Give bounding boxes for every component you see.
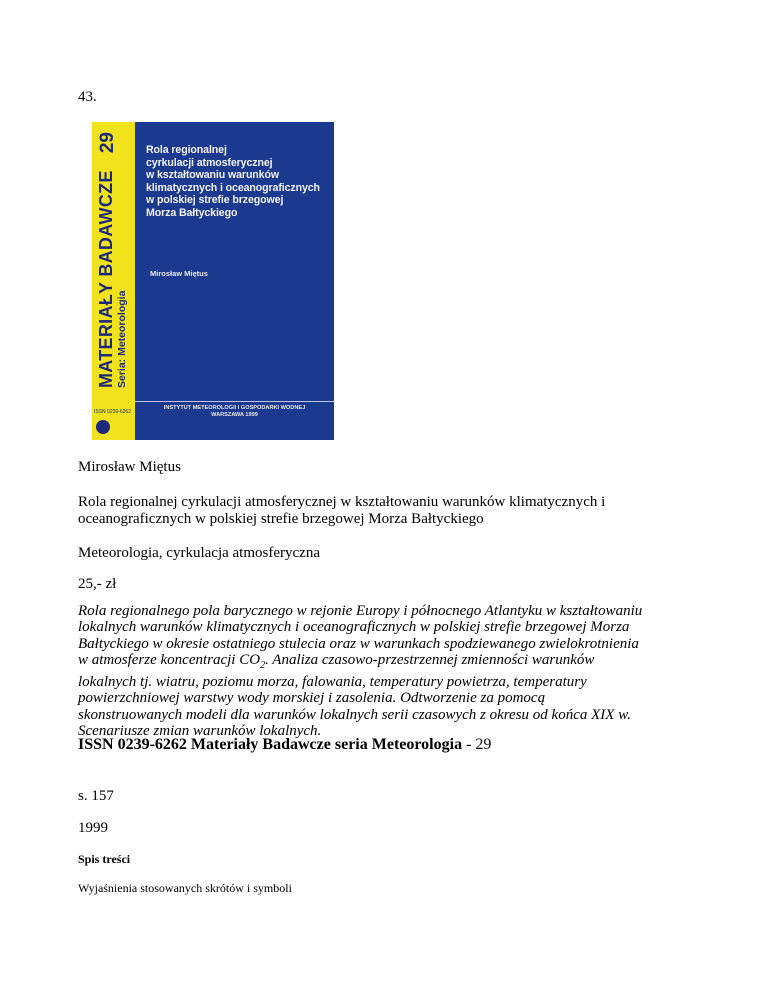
cover-title: Rola regionalnej cyrkulacji atmosferycznej w kształtowaniu warunków klimatycznych i oceanograficznych w polskiej strefie brzegowej Morza Bałtyckiego bbox=[146, 144, 320, 219]
series-number: 29 bbox=[475, 736, 492, 753]
cover-spine-number: 29 bbox=[97, 132, 118, 154]
series-info: ISSN 0239-6262 Materiały Badawcze seria Meteorologia - 29 bbox=[78, 736, 492, 753]
cover-spine bbox=[92, 122, 135, 440]
cover-divider bbox=[135, 401, 334, 402]
book-keywords: Meteorologia, cyrkulacja atmosferyczna bbox=[78, 545, 320, 561]
book-pages: s. 157 bbox=[78, 788, 114, 804]
book-price: 25,- zł bbox=[78, 576, 117, 592]
book-author: Mirosław Miętus bbox=[78, 459, 181, 475]
book-description: Rola regionalnego pola barycznego w rejonie Europy i północnego Atlantyku w kształtowaniu lokalnych warunków klimatycznych i oceanograficznych w polskiej strefie brzegowej Morza Bałtyckiego w okresie ostatniego stulecia oraz w warunkach spodziewanego zwielokrotnienia w atmosferze koncentracji $CO_2$. Analiza czasowo-przestrzennej zmienności warunków lokalnych tj. wiatru, poziomu morza, falowania, temperatury powietrza, temperatury powierzchniowej warstwy wody morskiej i zasolenia. Odtworzenie za pomocą skonstruowanych modeli dla warunków lokalnych serii czasowych z okresu od końca XIX w. Scenariusze zmian warunków lokalnych. bbox=[78, 603, 643, 740]
cover-issn: ISSN 0239-6262 bbox=[94, 409, 131, 415]
entry-number: 43. bbox=[78, 89, 97, 105]
cover-author: Mirosław Miętus bbox=[150, 269, 208, 278]
book-title: Rola regionalnej cyrkulacji atmosferycznej w kształtowaniu warunków klimatycznych i oceanograficznych w polskiej strefie brzegowej Morza Bałtyckiego bbox=[78, 494, 606, 527]
cover-spine-series: Seria: Meteorologia bbox=[116, 290, 128, 388]
cover-publisher: INSTYTUT METEOROLOGII I GOSPODARKI WODNEJ WARSZAWA 1999 bbox=[163, 405, 306, 418]
toc-item: Wyjaśnienia stosowanych skrótów i symboli bbox=[78, 881, 292, 895]
book-cover-image bbox=[92, 122, 334, 440]
series-label: ISSN 0239-6262 Materiały Badawcze seria Meteorologia bbox=[78, 736, 463, 753]
toc-heading: Spis treści bbox=[78, 852, 131, 866]
book-year: 1999 bbox=[78, 820, 108, 836]
cover-spine-title: MATERIAŁY BADAWCZE bbox=[96, 170, 116, 388]
publisher-logo-icon bbox=[96, 420, 110, 434]
